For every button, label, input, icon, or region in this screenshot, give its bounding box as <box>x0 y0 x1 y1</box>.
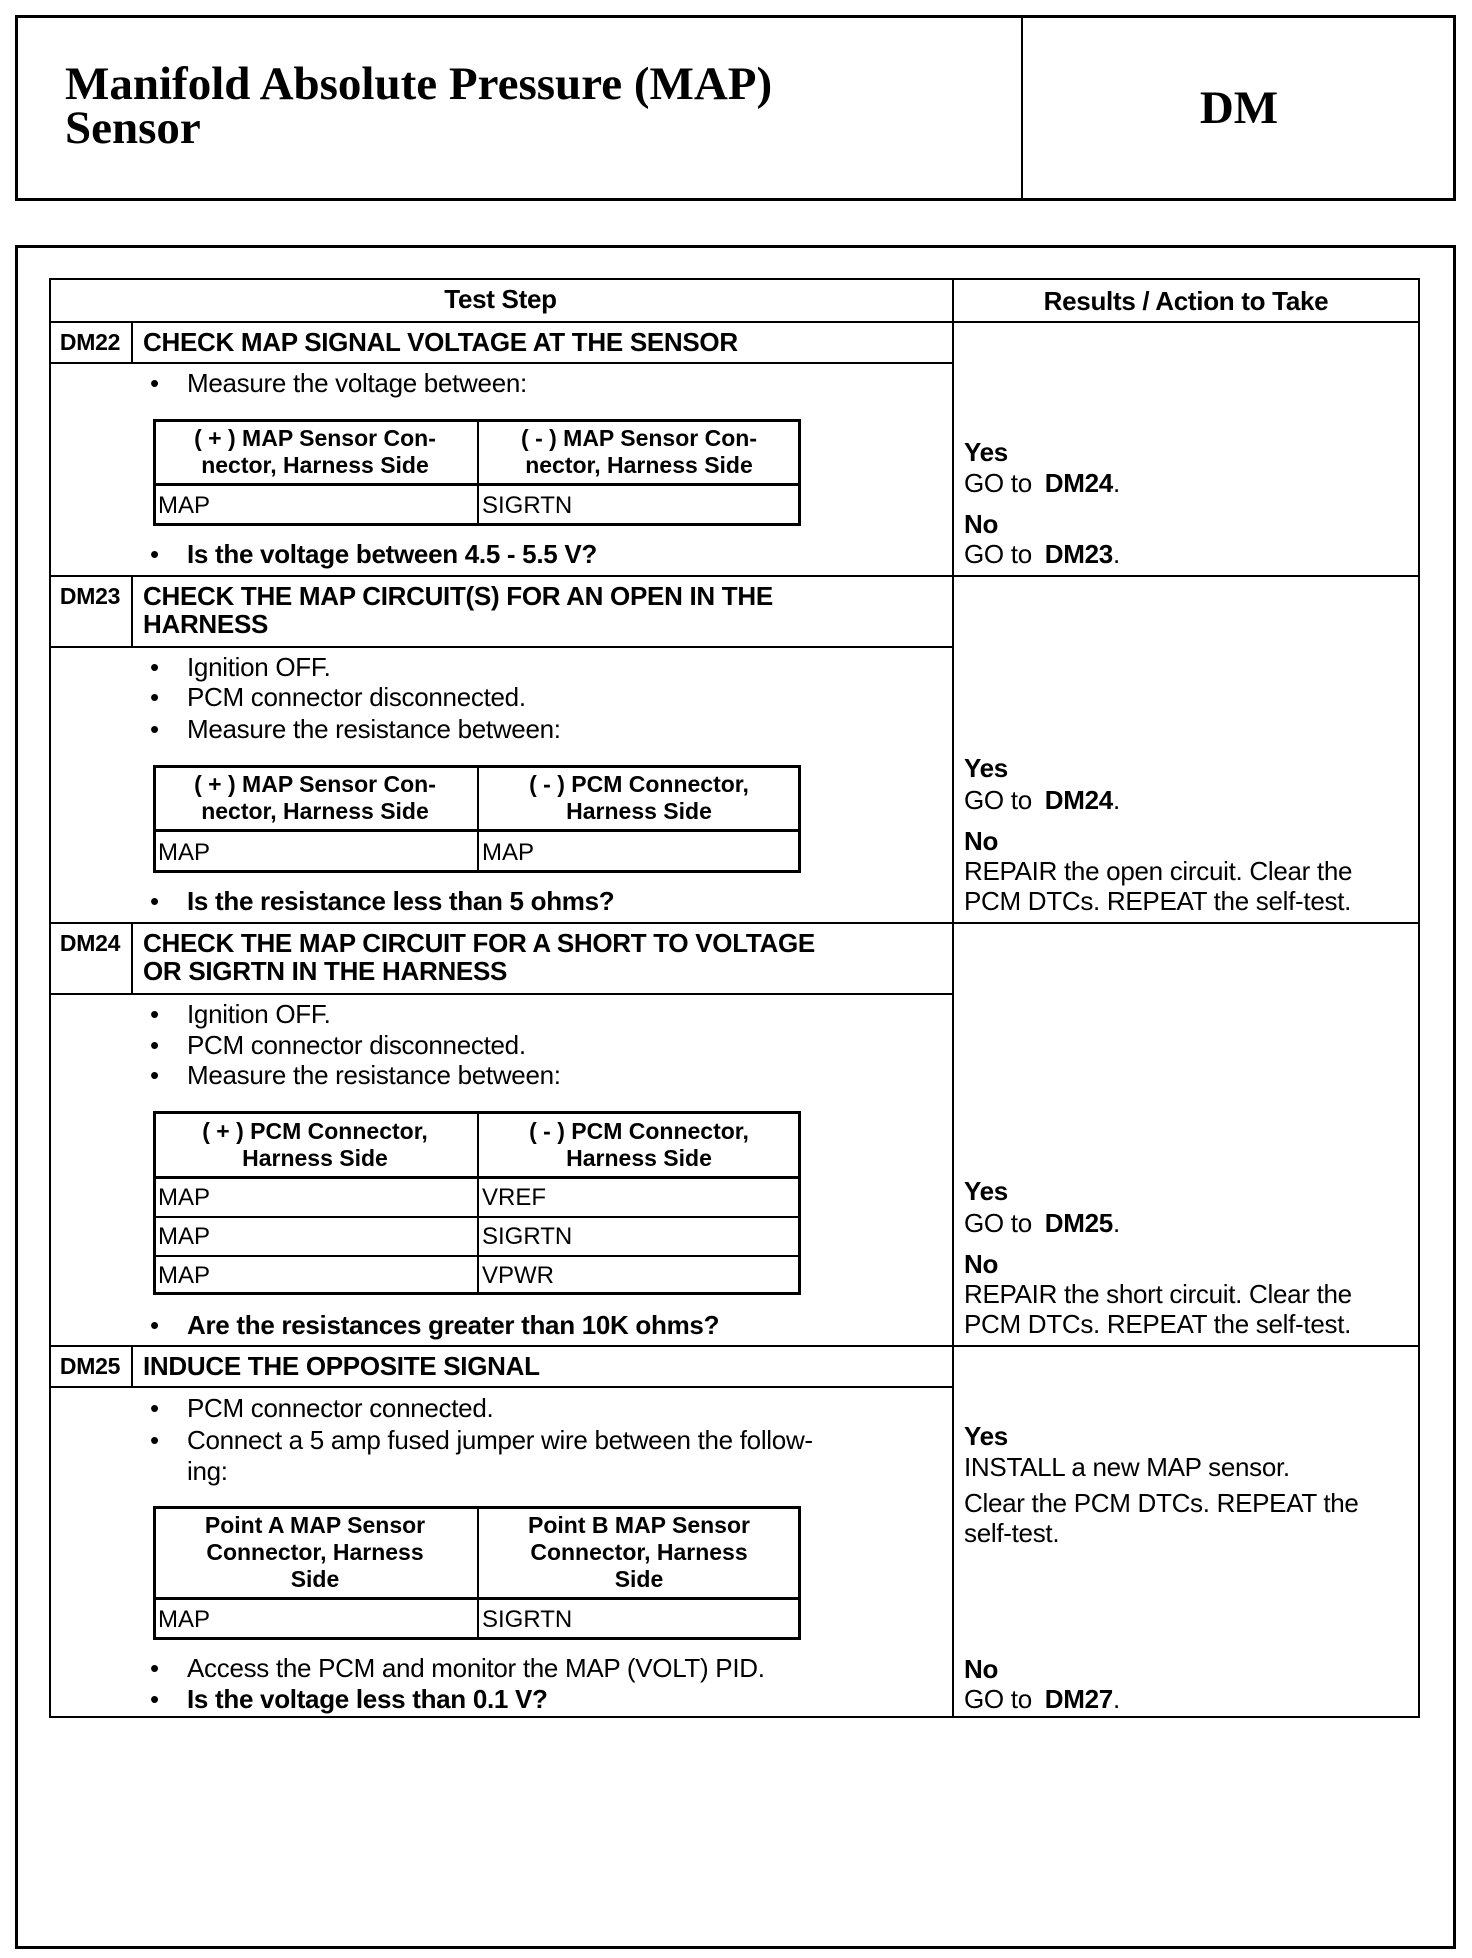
connector-table-cell: MAP <box>158 1184 211 1211</box>
result-label: No <box>964 826 999 856</box>
instruction: Measure the voltage between: <box>187 368 527 398</box>
connector-table-header: Point A MAP Sensor Connector, Harness Side <box>204 1512 426 1592</box>
step-reference: DM24 <box>1044 785 1113 815</box>
step-divider <box>49 321 1420 323</box>
result-action: PCM DTCs. REPEAT the self-test. <box>964 886 1352 916</box>
column-header-test-step: Test Step <box>444 284 557 314</box>
result-label: Yes <box>964 1176 1008 1206</box>
result-action <box>964 1208 1120 1238</box>
connector-table-cell: VPWR <box>482 1262 554 1289</box>
connector-table-cell: MAP <box>158 492 211 519</box>
bullet-icon: • <box>150 1060 160 1090</box>
step-id-divider <box>131 1345 133 1386</box>
step-id-divider <box>131 321 133 362</box>
section-code: DM <box>1199 82 1279 134</box>
bullet-icon: • <box>150 714 160 744</box>
step-title-divider <box>49 1386 952 1388</box>
step-title: CHECK THE MAP CIRCUIT(S) FOR AN OPEN IN THE <box>143 581 773 611</box>
step-id-divider <box>131 922 133 993</box>
step-id: DM23 <box>59 583 121 609</box>
step-id-divider <box>131 575 133 646</box>
result-action <box>964 1684 1120 1714</box>
bullet-icon: • <box>150 652 160 682</box>
instruction: Ignition OFF. <box>187 999 331 1029</box>
connector-table-cell: MAP <box>482 838 535 866</box>
connector-table-cell: SIGRTN <box>482 1606 573 1633</box>
step-reference: DM23 <box>1044 539 1113 569</box>
page-title-line1: Manifold Absolute Pressure (MAP) <box>65 58 773 110</box>
step-id: DM25 <box>59 1353 121 1379</box>
step-reference: DM25 <box>1044 1208 1113 1238</box>
result-label: No <box>964 1249 999 1279</box>
result-action: REPAIR the short circuit. Clear the <box>964 1279 1352 1309</box>
step-question: Are the resistances greater than 10K ohms? <box>187 1310 720 1340</box>
page-title-line2: Sensor <box>65 102 201 154</box>
result-text: GO to <box>964 468 1039 498</box>
result-text: . <box>1112 539 1120 569</box>
column-header-results: Results / Action to Take <box>1043 286 1329 316</box>
result-action: Clear the PCM DTCs. REPEAT the <box>964 1488 1359 1518</box>
result-action: self-test. <box>964 1518 1060 1548</box>
bullet-icon: • <box>150 1425 160 1455</box>
connector-table-cell: MAP <box>158 1606 211 1633</box>
result-label: Yes <box>964 1421 1008 1451</box>
bullet-icon: • <box>150 368 160 398</box>
bullet-icon: • <box>150 1310 160 1340</box>
instruction: Access the PCM and monitor the MAP (VOLT) PID. <box>187 1653 765 1683</box>
instruction: PCM connector connected. <box>187 1393 494 1423</box>
step-title-divider <box>49 646 952 648</box>
step-title: INDUCE THE OPPOSITE SIGNAL <box>143 1351 540 1381</box>
result-text: GO to <box>964 539 1039 569</box>
step-divider <box>49 575 1420 577</box>
instruction: Ignition OFF. <box>187 652 331 682</box>
result-action <box>964 468 1120 498</box>
connector-table-header: Point B MAP Sensor Connector, Harness Side <box>528 1512 750 1592</box>
connector-table-cell: MAP <box>158 1262 211 1289</box>
instruction: Connect a 5 amp fused jumper wire between the follow- ing: <box>187 1425 813 1486</box>
instruction: Measure the resistance between: <box>187 714 561 744</box>
instruction: Measure the resistance between: <box>187 1060 561 1090</box>
bullet-icon: • <box>150 1684 160 1714</box>
page-title <box>65 58 773 154</box>
connector-table-cell: SIGRTN <box>482 1223 573 1250</box>
step-title: OR SIGRTN IN THE HARNESS <box>143 956 508 986</box>
step-title-divider <box>49 362 952 364</box>
step-title: HARNESS <box>143 609 269 639</box>
result-label: No <box>964 509 999 539</box>
bullet-icon: • <box>150 886 160 916</box>
step-question: Is the resistance less than 5 ohms? <box>187 886 615 916</box>
instruction: PCM connector disconnected. <box>187 682 526 712</box>
result-label: Yes <box>964 437 1008 467</box>
result-action: INSTALL a new MAP sensor. <box>964 1452 1290 1482</box>
step-reference: DM27 <box>1044 1684 1113 1714</box>
connector-table-cell: SIGRTN <box>482 492 573 519</box>
step-title: CHECK THE MAP CIRCUIT FOR A SHORT TO VOLTAGE <box>143 928 815 958</box>
result-action <box>964 785 1120 815</box>
connector-table-header: ( - ) PCM Connector, Harness Side <box>529 1117 749 1171</box>
step-divider <box>49 1345 1420 1347</box>
result-text: GO to <box>964 785 1039 815</box>
result-text: . <box>1112 1208 1120 1238</box>
connector-table-cell: VREF <box>482 1184 547 1211</box>
bullet-icon: • <box>150 1030 160 1060</box>
connector-table-cell: MAP <box>158 1223 211 1250</box>
result-text: GO to <box>964 1684 1039 1714</box>
column-divider <box>952 278 954 1718</box>
bullet-icon: • <box>150 999 160 1029</box>
bullet-icon: • <box>150 1653 160 1683</box>
step-id: DM22 <box>59 329 121 355</box>
connector-table-header: ( - ) PCM Connector, Harness Side <box>529 771 749 824</box>
instruction: PCM connector disconnected. <box>187 1030 526 1060</box>
connector-table-header: ( - ) MAP Sensor Con- nector, Harness Side <box>521 425 757 478</box>
result-text: . <box>1112 1684 1120 1714</box>
connector-table-header: ( + ) PCM Connector, Harness Side <box>202 1117 428 1171</box>
result-label: Yes <box>964 753 1008 783</box>
result-action: REPAIR the open circuit. Clear the <box>964 856 1353 886</box>
result-text: GO to <box>964 1208 1039 1238</box>
step-title: CHECK MAP SIGNAL VOLTAGE AT THE SENSOR <box>143 327 738 357</box>
step-id: DM24 <box>59 930 121 956</box>
result-text: . <box>1112 785 1120 815</box>
connector-table-header: ( + ) MAP Sensor Con- nector, Harness Side <box>194 425 436 478</box>
step-title-divider <box>49 993 952 995</box>
connector-table-header: ( + ) MAP Sensor Con- nector, Harness Side <box>194 771 436 824</box>
bullet-icon: • <box>150 1393 160 1423</box>
step-divider <box>49 922 1420 924</box>
bullet-icon: • <box>150 682 160 712</box>
result-action <box>964 539 1120 569</box>
result-label: No <box>964 1654 999 1684</box>
result-text: . <box>1112 468 1120 498</box>
step-question: Is the voltage less than 0.1 V? <box>187 1684 548 1714</box>
step-question: Is the voltage between 4.5 - 5.5 V? <box>187 539 597 569</box>
connector-table-cell: MAP <box>158 838 211 866</box>
bullet-icon: • <box>150 539 160 569</box>
result-action: PCM DTCs. REPEAT the self-test. <box>964 1309 1352 1339</box>
step-reference: DM24 <box>1044 468 1113 498</box>
